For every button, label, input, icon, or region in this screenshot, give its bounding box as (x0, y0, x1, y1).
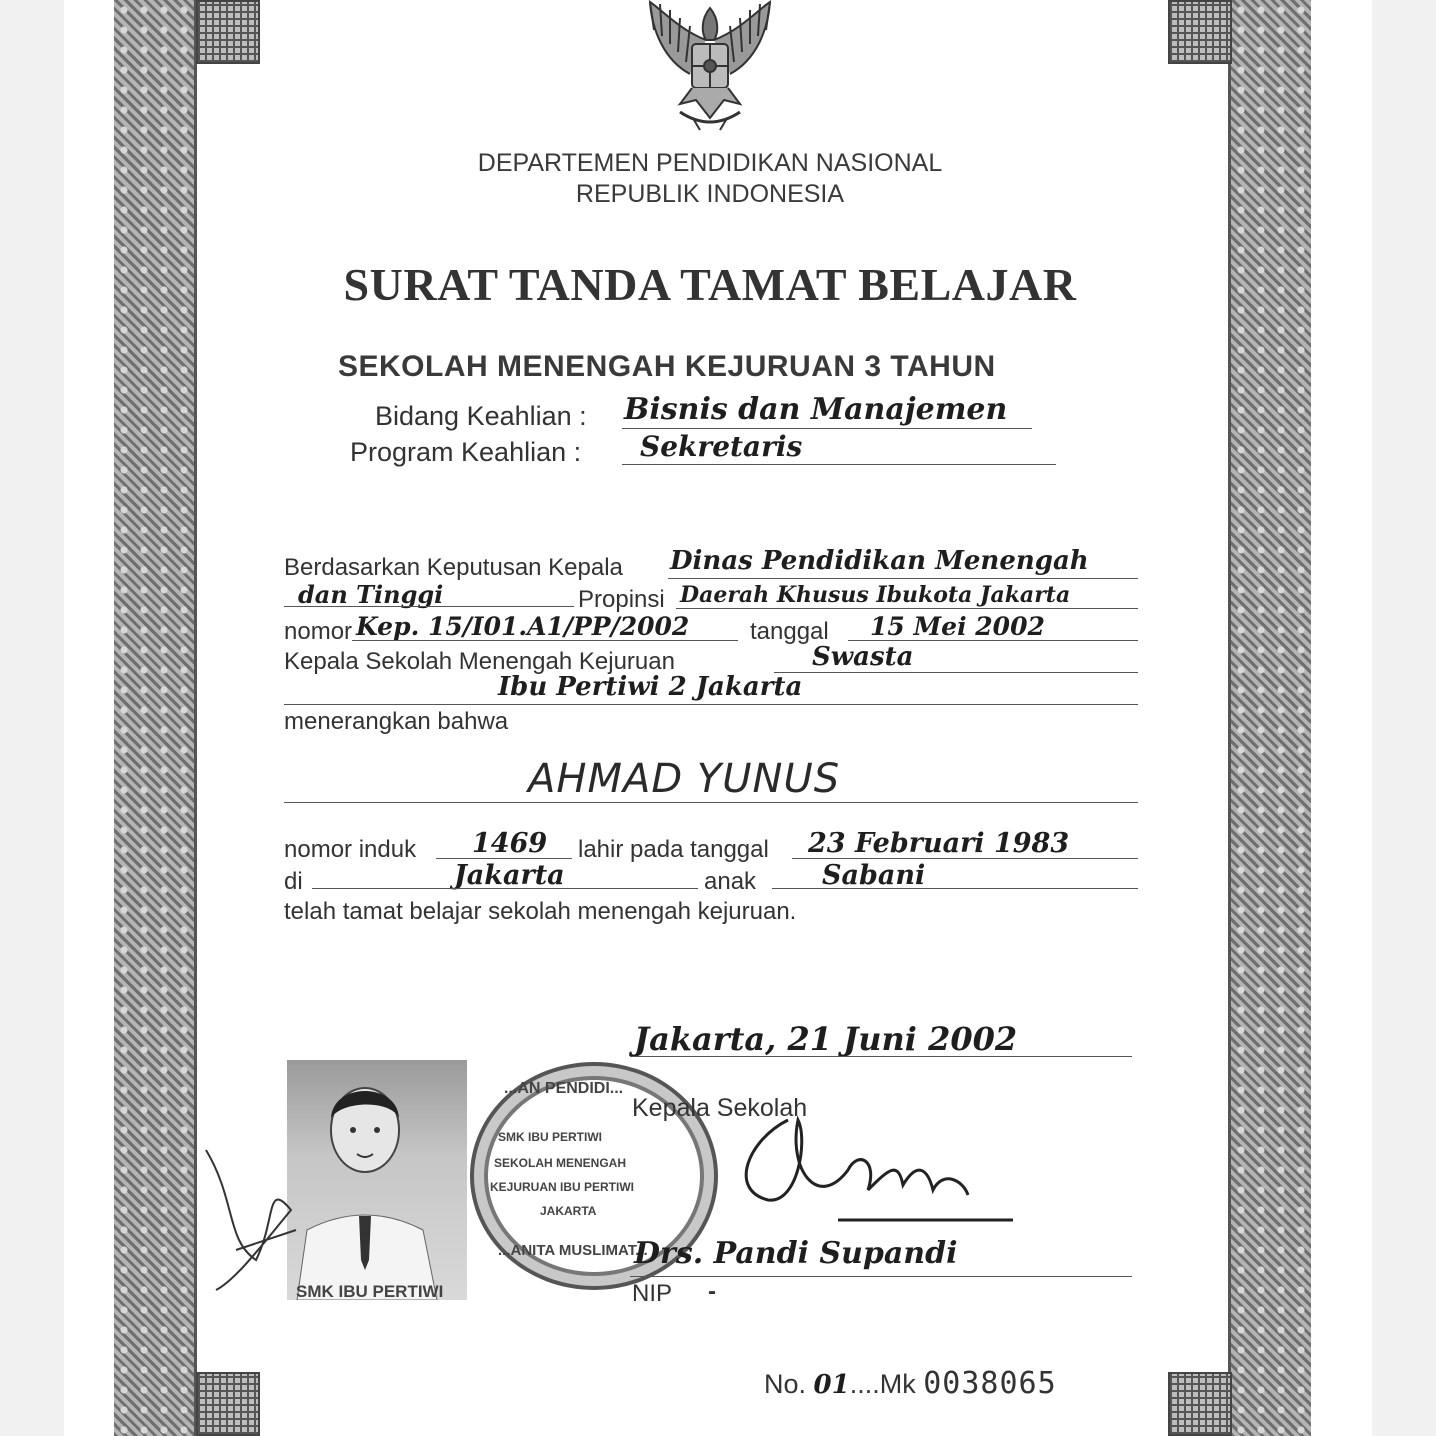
signatory-name: Drs. Pandi Supandi (634, 1236, 958, 1271)
kepala-dinas-underline-1 (668, 578, 1138, 579)
serial-suffix: ....Mk (849, 1369, 916, 1399)
kepala-sekolah-smk-value: Swasta (812, 642, 914, 672)
program-keahlian-value: Sekretaris (640, 430, 803, 463)
serial-handwritten-number: 01 (813, 1370, 850, 1400)
program-keahlian-label: Program Keahlian : (350, 437, 582, 467)
propinsi-value: Daerah Khusus Ibukota Jakarta (680, 582, 1071, 608)
lahir-label: lahir pada tanggal (578, 836, 769, 863)
place-date: Jakarta, 21 Juni 2002 (634, 1020, 1018, 1058)
stamp-line-4: JAKARTA (540, 1204, 597, 1218)
corner-ornament-bottom-left (196, 1372, 260, 1436)
nip-label: NIP (632, 1280, 673, 1307)
serial-number (764, 1366, 1057, 1401)
stamp-top-text: ...AN PENDIDI... (504, 1080, 624, 1097)
anak-underline (772, 888, 1138, 889)
serial-prefix: No. (764, 1369, 814, 1399)
bidang-keahlian-value: Bisnis dan Manajemen (624, 392, 1008, 427)
bidang-underline (622, 428, 1032, 429)
certificate-title: SURAT TANDA TAMAT BELAJAR (343, 259, 1077, 310)
photo-caption: SMK IBU PERTIWI (296, 1282, 444, 1301)
kepala-dinas-value-2: dan Tinggi (298, 580, 444, 609)
garuda-emblem-icon (640, 0, 780, 135)
signatory-underline (630, 1276, 1132, 1277)
place-date-underline (630, 1056, 1132, 1057)
tempat-lahir-value: Jakarta (454, 860, 565, 891)
propinsi-label: Propinsi (578, 586, 665, 613)
corner-ornament-bottom-right (1168, 1372, 1232, 1436)
closing-statement: telah tamat belajar sekolah menengah kejuruan. (284, 898, 797, 925)
nomor-induk-label: nomor induk (284, 836, 417, 863)
bidang-keahlian-label: Bidang Keahlian : (375, 401, 587, 431)
menerangkan-label: menerangkan bahwa (284, 708, 509, 735)
sekolah-underline (284, 704, 1138, 705)
certificate-subtitle: SEKOLAH MENENGAH KEJURUAN 3 TAHUN (338, 350, 996, 383)
nip-value: - (708, 1278, 716, 1305)
corner-ornament-top-right (1168, 0, 1232, 64)
signatory-role: Kepala Sekolah (632, 1094, 808, 1122)
serial-code: 0038065 (923, 1366, 1057, 1401)
tanggal-underline (848, 640, 1138, 641)
nomor-induk-underline (436, 858, 572, 859)
nomor-underline (352, 640, 738, 641)
berdasarkan-label: Berdasarkan Keputusan Kepala (284, 554, 623, 581)
student-name: AHMAD YUNUS (528, 756, 841, 802)
department-line-1: DEPARTEMEN PENDIDIKAN NASIONAL (477, 149, 943, 177)
photo-signature-scribble-icon (196, 1140, 306, 1300)
tempat-lahir-underline (312, 888, 698, 889)
student-name-underline (284, 802, 1138, 803)
sekolah-name-value: Ibu Pertiwi 2 Jakarta (498, 672, 803, 702)
kepala-dinas-value-1: Dinas Pendidikan Menengah (670, 546, 1089, 576)
student-photo (287, 1060, 467, 1300)
nomor-keputusan-value: Kep. 15/I01.A1/PP/2002 (356, 612, 690, 641)
anak-value: Sabani (822, 860, 926, 891)
anak-label: anak (704, 868, 757, 895)
tanggal-lahir-underline (792, 858, 1138, 859)
program-underline (622, 464, 1056, 465)
tanggal-keputusan-value: 15 Mei 2002 (870, 612, 1045, 641)
student-portrait-icon (287, 1060, 467, 1300)
nomor-induk-value: 1469 (472, 828, 548, 859)
tempat-lahir-label: di (284, 868, 303, 895)
kepala-dinas-underline-2 (284, 606, 574, 607)
tanggal-label: tanggal (750, 618, 829, 645)
ornamental-border-right (1228, 0, 1311, 1436)
stamp-line-1: SMK IBU PERTIWI (498, 1130, 602, 1144)
tanggal-lahir-value: 23 Februari 1983 (808, 828, 1070, 859)
corner-ornament-top-left (196, 0, 260, 64)
nomor-label: nomor (284, 618, 353, 645)
kepala-sekolah-underline (774, 672, 1138, 673)
stamp-bottom-text: ...ANITA MUSLIMAT... (498, 1242, 648, 1259)
stamp-line-3: KEJURUAN IBU PERTIWI (490, 1180, 635, 1194)
department-line-2: REPUBLIK INDONESIA (575, 180, 845, 208)
kepala-sekolah-smk-label: Kepala Sekolah Menengah Kejuruan (284, 648, 675, 675)
principal-signature-icon (728, 1100, 1018, 1230)
ornamental-border-left (114, 0, 197, 1436)
stamp-line-2: SEKOLAH MENENGAH (494, 1156, 627, 1170)
propinsi-underline (676, 608, 1138, 609)
